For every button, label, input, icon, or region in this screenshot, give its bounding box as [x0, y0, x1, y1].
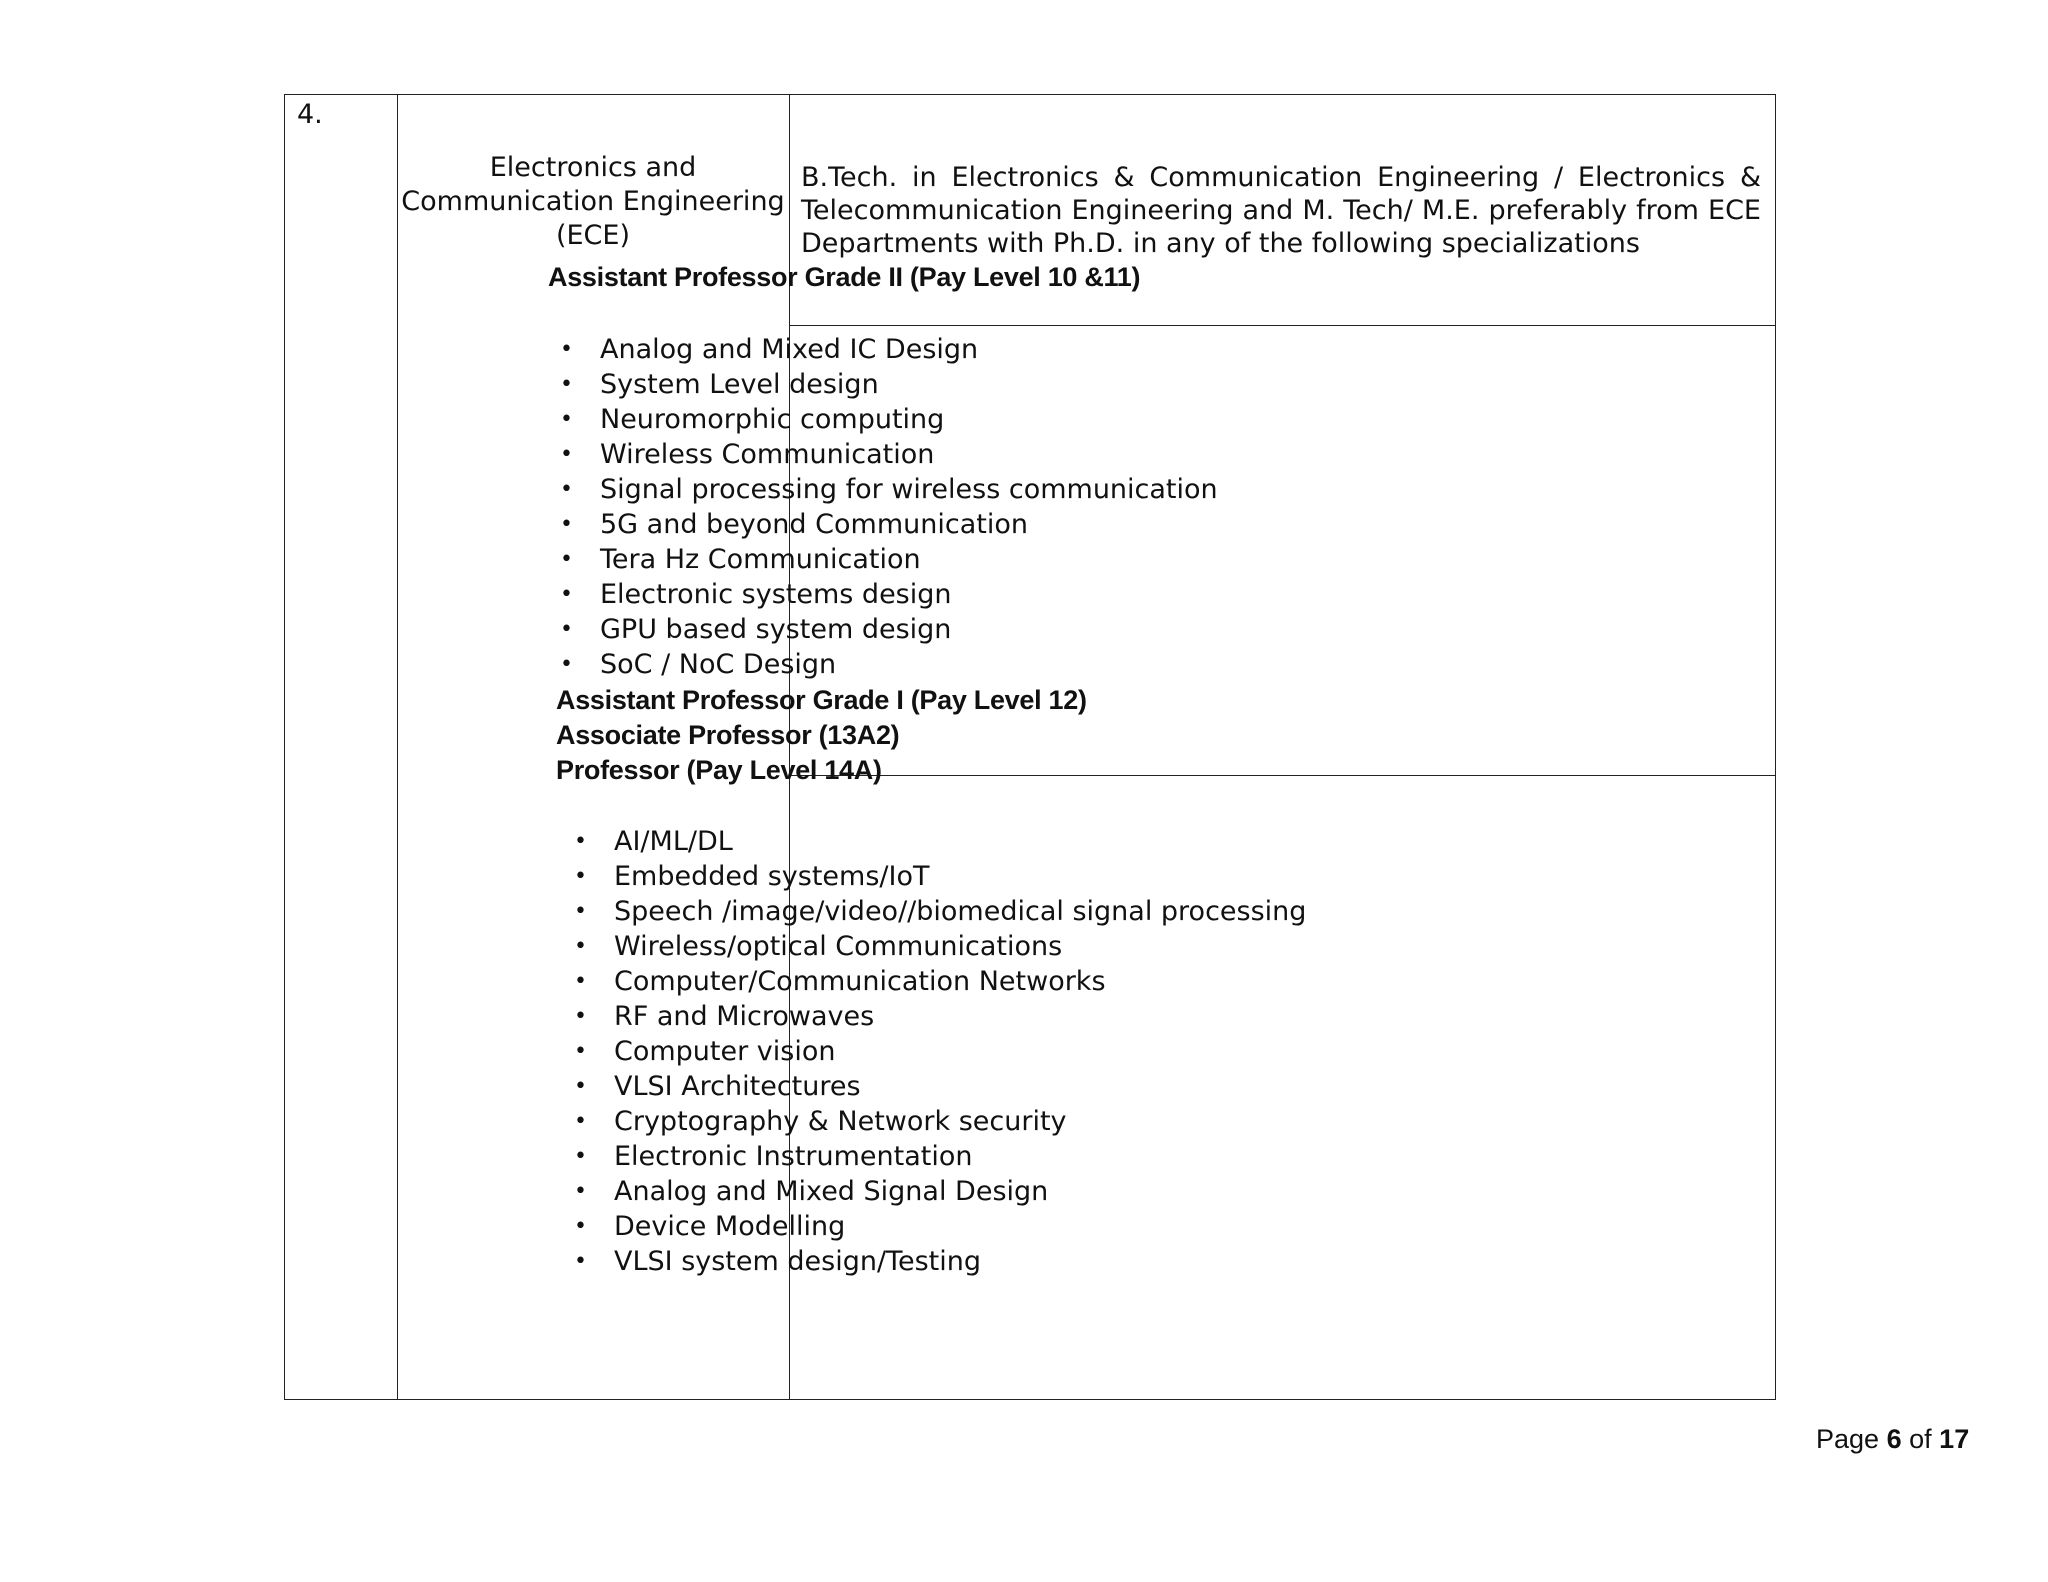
list-item	[566, 894, 1306, 929]
qualification-text: B.Tech. in Electronics & Communication Engineering / Electronics & Telecommunication Engineering and M. Tech/ M.E. preferably from ECE Departments with Ph.D. in any of the following specializations	[801, 162, 1761, 259]
bullet-icon: •	[574, 969, 587, 994]
list-item	[566, 824, 1306, 859]
bullet-icon: •	[574, 1249, 587, 1274]
list-item	[552, 472, 1218, 507]
bullet-icon: •	[560, 407, 573, 432]
list-item-text: VLSI system design/Testing	[614, 1246, 981, 1277]
list-item-text: Wireless Communication	[600, 439, 935, 470]
list-item-text: Computer vision	[614, 1036, 836, 1067]
bullet-icon: •	[560, 582, 573, 607]
bullet-icon: •	[574, 829, 587, 854]
list-item	[552, 542, 1218, 577]
list-item-text: 5G and beyond Communication	[600, 509, 1028, 540]
bullet-icon: •	[574, 864, 587, 889]
list-item	[552, 332, 1218, 367]
bullet-icon: •	[560, 547, 573, 572]
list-item-text: Neuromorphic computing	[600, 404, 945, 435]
list-item	[552, 612, 1218, 647]
bullet-icon: •	[574, 899, 587, 924]
list-item-text: VLSI Architectures	[614, 1071, 861, 1102]
section-title-assistant-professor-grade-2: Assistant Professor Grade II (Pay Level 10 &11)	[548, 262, 1141, 292]
bullet-icon: •	[574, 1179, 587, 1204]
list-item-text: GPU based system design	[600, 614, 952, 645]
bullet-icon: •	[560, 617, 573, 642]
list-item	[566, 1244, 1306, 1279]
bullet-icon: •	[560, 442, 573, 467]
list-item-text: RF and Microwaves	[614, 1001, 875, 1032]
page-current: 6	[1886, 1424, 1902, 1454]
list-item	[566, 929, 1306, 964]
list-item	[566, 999, 1306, 1034]
list-item-text: Wireless/optical Communications	[614, 931, 1063, 962]
list-item-text: Tera Hz Communication	[600, 544, 921, 575]
bullet-icon: •	[574, 934, 587, 959]
list-item	[566, 1104, 1306, 1139]
bullet-icon: •	[560, 652, 573, 677]
serial-number: 4.	[297, 99, 323, 130]
list-item-text: Signal processing for wireless communication	[600, 474, 1218, 505]
bullet-icon: •	[560, 337, 573, 362]
list-item-text: Embedded systems/IoT	[614, 861, 930, 892]
list-item-text: Computer/Communication Networks	[614, 966, 1106, 997]
page-number	[1816, 1424, 1969, 1455]
list-item-text: Analog and Mixed IC Design	[600, 334, 979, 365]
specialization-list-grade-2	[552, 332, 1218, 682]
list-item	[552, 437, 1218, 472]
section-title-assistant-professor-grade-1: Assistant Professor Grade I (Pay Level 12)	[556, 685, 1087, 715]
bullet-icon: •	[560, 512, 573, 537]
list-item	[566, 1174, 1306, 1209]
page-total: 17	[1939, 1424, 1970, 1454]
bullet-icon: •	[560, 477, 573, 502]
list-item-text: Electronic Instrumentation	[614, 1141, 973, 1172]
list-item	[566, 964, 1306, 999]
list-item-text: Electronic systems design	[600, 579, 952, 610]
list-item-text: SoC / NoC Design	[600, 649, 837, 680]
bullet-icon: •	[574, 1144, 587, 1169]
section-title-professor: Professor (Pay Level 14A)	[556, 755, 882, 785]
section-titles-senior-positions	[556, 683, 1087, 788]
list-item	[566, 859, 1306, 894]
column-divider	[397, 95, 398, 1399]
bullet-icon: •	[560, 372, 573, 397]
row-divider	[789, 325, 1775, 326]
list-item-text: System Level design	[600, 369, 879, 400]
of-label: of	[1909, 1424, 1932, 1454]
bullet-icon: •	[574, 1004, 587, 1029]
list-item	[566, 1069, 1306, 1104]
bullet-icon: •	[574, 1214, 587, 1239]
list-item	[552, 577, 1218, 612]
bullet-icon: •	[574, 1039, 587, 1064]
list-item-text: Speech /image/video//biomedical signal processing	[614, 896, 1307, 927]
section-title-associate-professor: Associate Professor (13A2)	[556, 720, 900, 750]
list-item	[566, 1139, 1306, 1174]
list-item	[552, 367, 1218, 402]
list-item-text: Cryptography & Network security	[614, 1106, 1067, 1137]
list-item-text: Analog and Mixed Signal Design	[614, 1176, 1049, 1207]
list-item-text: Device Modelling	[614, 1211, 846, 1242]
list-item-text: AI/ML/DL	[614, 826, 733, 857]
list-item	[552, 402, 1218, 437]
page-label: Page	[1816, 1424, 1880, 1454]
list-item	[566, 1034, 1306, 1069]
bullet-icon: •	[574, 1109, 587, 1134]
list-item	[566, 1209, 1306, 1244]
list-item	[552, 647, 1218, 682]
department-name: Electronics and Communication Engineering (ECE)	[401, 152, 785, 251]
list-item	[552, 507, 1218, 542]
specialization-list-senior	[566, 824, 1306, 1279]
bullet-icon: •	[574, 1074, 587, 1099]
